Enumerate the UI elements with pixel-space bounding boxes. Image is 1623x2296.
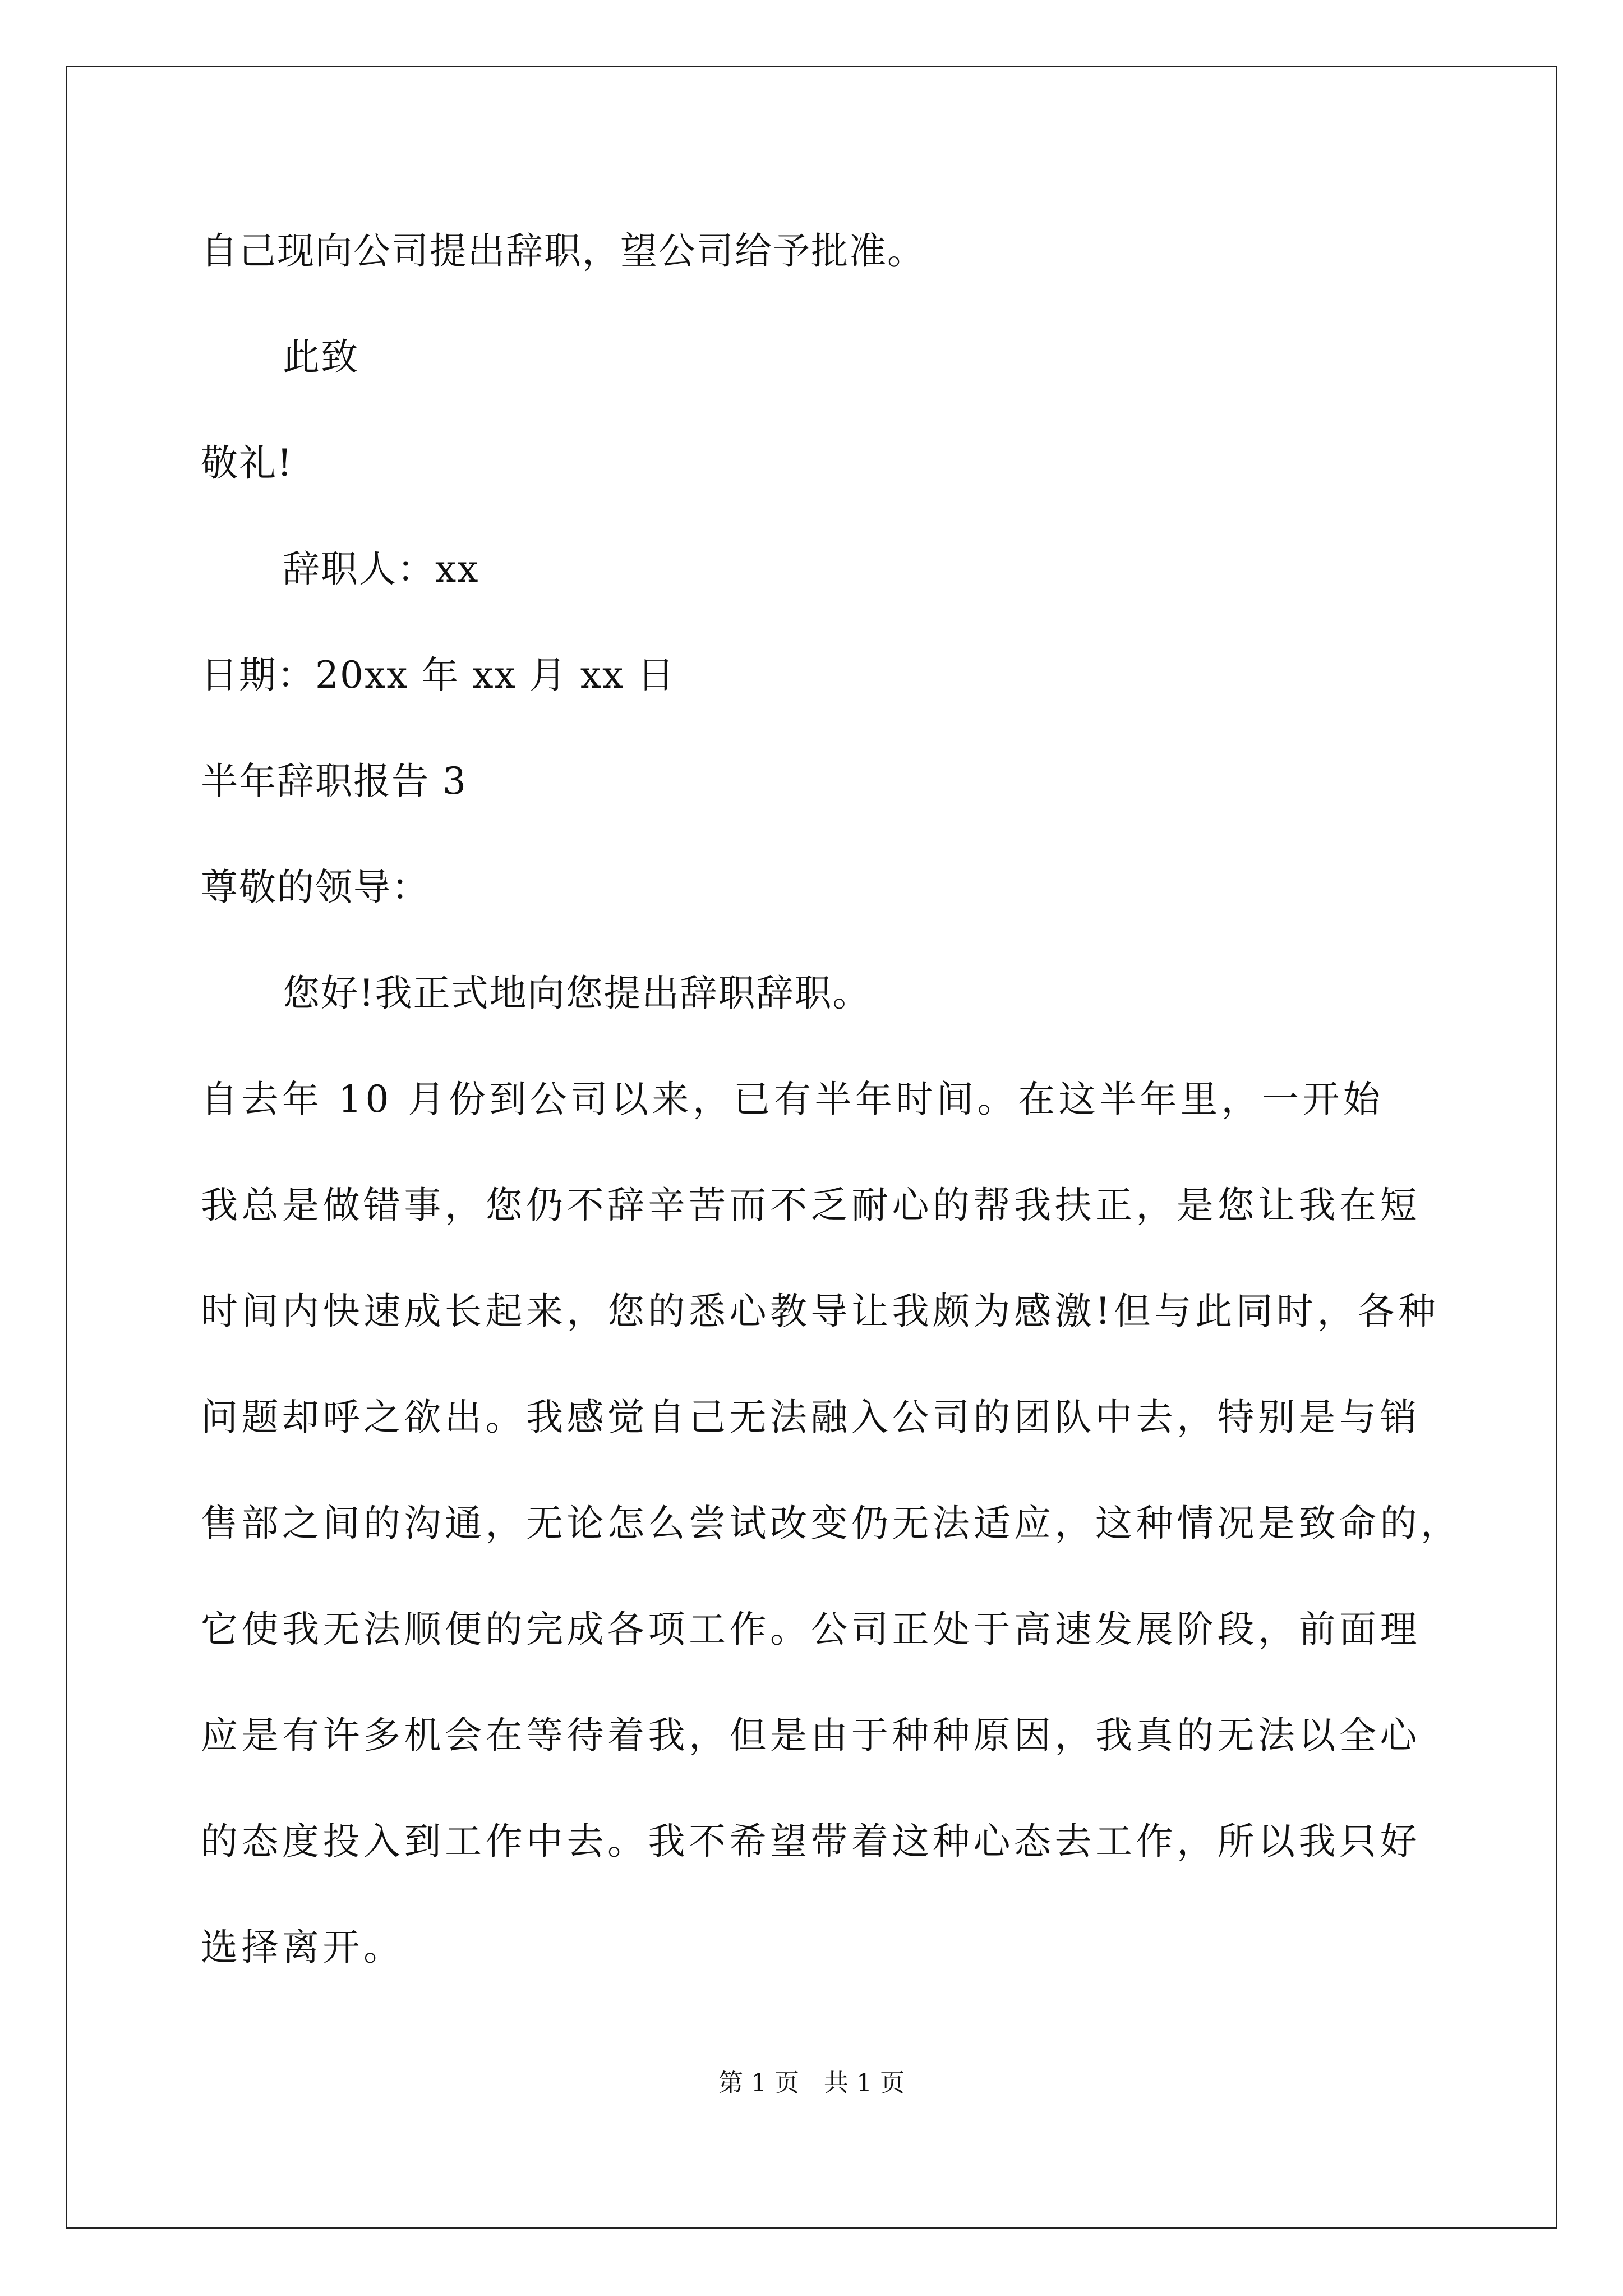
date-line: 日期：20xx 年 xx 月 xx 日 bbox=[201, 654, 676, 697]
signature-line: 辞职人：xx bbox=[283, 547, 479, 591]
closing-salutation: 此致 bbox=[283, 335, 359, 379]
paragraph-line: 自去年 10 月份到公司以来，已有半年时间。在这半年里，一开始 bbox=[201, 1078, 1384, 1121]
text-line: 自己现向公司提出辞职，望公司给予批准。 bbox=[201, 229, 925, 273]
paragraph-line: 它使我无法顺便的完成各项工作。公司正处于高速发展阶段，前面理 bbox=[201, 1608, 1421, 1651]
paragraph-line: 选择离开。 bbox=[201, 1926, 404, 1969]
paragraph-line: 的态度投入到工作中去。我不希望带着这种心态去工作，所以我只好 bbox=[201, 1820, 1421, 1863]
paragraph-line: 售部之间的沟通，无论怎么尝试改变仍无法适应，这种情况是致命的， bbox=[201, 1502, 1461, 1545]
paragraph-line: 时间内快速成长起来，您的悉心教导让我颇为感激!但与此同时，各种 bbox=[201, 1290, 1440, 1333]
greeting-line: 尊敬的领导： bbox=[201, 866, 430, 909]
closing-regards: 敬礼! bbox=[201, 441, 293, 485]
opening-line: 您好!我正式地向您提出辞职辞职。 bbox=[283, 972, 871, 1015]
paragraph-line: 问题却呼之欲出。我感觉自己无法融入公司的团队中去，特别是与销 bbox=[201, 1396, 1421, 1439]
paragraph-line: 应是有许多机会在等待着我，但是由于种种原因，我真的无法以全心 bbox=[201, 1714, 1421, 1757]
page-number: 第 1 页 共 1 页 bbox=[718, 2069, 905, 2097]
section-title: 半年辞职报告 3 bbox=[201, 760, 467, 803]
paragraph-line: 我总是做错事，您仍不辞辛苦而不乏耐心的帮我扶正，是您让我在短 bbox=[201, 1184, 1421, 1227]
page-border bbox=[66, 66, 1557, 2229]
